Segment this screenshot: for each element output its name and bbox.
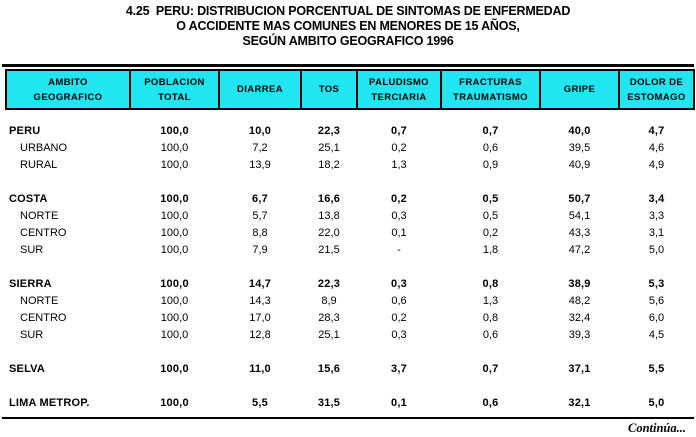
column-header-diarrea: DIARREA [219, 70, 301, 109]
cell-value: 5,0 [648, 397, 665, 409]
spacer-cell [6, 259, 694, 276]
cell-value: 18,2 [318, 159, 340, 171]
cell-value: 100,0 [160, 397, 189, 409]
table-row [6, 310, 694, 327]
cell-value: 6,0 [648, 312, 665, 324]
cell-value: 0,6 [482, 397, 499, 409]
cell-value: 100,0 [160, 278, 189, 290]
cell-value: 25,1 [318, 329, 340, 341]
cell-value: 0,8 [482, 312, 499, 324]
cell-value: 100,0 [160, 244, 189, 256]
cell-value: 0,9 [482, 159, 499, 171]
column-header-tos: TOS [301, 70, 357, 109]
cell-value: 100,0 [160, 159, 189, 171]
cell-value: 40,9 [568, 159, 591, 171]
row-label: CENTRO [20, 227, 67, 239]
spacer-cell [6, 344, 694, 361]
table-row [6, 242, 694, 259]
cell-value: 0,7 [482, 125, 499, 137]
cell-value: 32,1 [568, 397, 591, 409]
title-line-3: SEGÚN AMBITO GEOGRAFICO 1996 [242, 34, 454, 48]
cell-value: 14,7 [248, 278, 272, 290]
cell-value: 0,5 [482, 210, 499, 222]
table-row [6, 395, 694, 412]
cell-value: 38,9 [568, 278, 591, 290]
row-label: URBANO [20, 142, 68, 154]
cell-value: - [397, 244, 401, 256]
cell-value: 8,8 [252, 227, 268, 239]
column-header-ambito-geografico: AMBITO GEOGRAFICO [6, 70, 130, 109]
spacer-row [6, 344, 694, 361]
cell-value: 15,6 [317, 363, 341, 375]
cell-value: 100,0 [160, 329, 189, 341]
cell-value: 5,0 [648, 244, 665, 256]
cell-value: 100,0 [160, 227, 189, 239]
row-label: SIERRA [9, 278, 52, 290]
cell-value: 25,1 [318, 142, 340, 154]
cell-value: 16,6 [317, 193, 341, 205]
table-row [6, 293, 694, 310]
table-row [6, 140, 694, 157]
cell-value: 13,9 [249, 159, 271, 171]
column-header-gripe: GRIPE [540, 70, 619, 109]
cell-value: 28,3 [318, 312, 340, 324]
cell-value: 47,2 [568, 244, 591, 256]
cell-value: 0,2 [391, 142, 407, 154]
cell-value: 4,9 [648, 159, 665, 171]
cell-value: 3,3 [648, 210, 665, 222]
row-label: SELVA [9, 363, 46, 375]
table-row [6, 191, 694, 208]
cell-value: 100,0 [160, 295, 189, 307]
cell-value: 100,0 [160, 312, 189, 324]
spacer-row [6, 378, 694, 395]
column-header-dolor-de-estomago: DOLOR DE ESTOMAGO [619, 70, 694, 109]
table-row [6, 225, 694, 242]
spacer-row [6, 259, 694, 276]
cell-value: 10,0 [248, 125, 272, 137]
cell-value: 3,4 [648, 193, 665, 205]
cell-value: 0,3 [391, 278, 407, 290]
cell-value: 21,5 [318, 244, 340, 256]
row-label: NORTE [20, 210, 59, 222]
cell-value: 7,9 [252, 244, 268, 256]
title-line-1: 4.25 PERU: DISTRIBUCION PORCENTUAL DE SINTOMAS DE ENFERMEDAD [125, 4, 571, 18]
cell-value: 3,7 [391, 363, 407, 375]
cell-value: 100,0 [160, 125, 189, 137]
cell-value: 0,6 [391, 295, 407, 307]
cell-value: 14,3 [249, 295, 271, 307]
spacer-row [6, 174, 694, 191]
cell-value: 0,1 [391, 397, 407, 409]
cell-value: 48,2 [568, 295, 591, 307]
cell-value: 8,9 [321, 295, 337, 307]
header-row [6, 70, 694, 109]
cell-value: 1,8 [482, 244, 499, 256]
cell-value: 0,8 [482, 278, 499, 290]
cell-value: 0,3 [391, 329, 407, 341]
row-label: LIMA METROP. [9, 397, 90, 409]
cell-value: 0,1 [391, 227, 407, 239]
row-label: PERU [9, 125, 41, 137]
table-row [6, 361, 694, 378]
cell-value: 1,3 [482, 295, 499, 307]
cell-value: 39,3 [568, 329, 591, 341]
top-rule [2, 64, 694, 67]
cell-value: 0,6 [482, 329, 499, 341]
table-row [6, 276, 694, 293]
cell-value: 100,0 [160, 193, 189, 205]
cell-value: 22,3 [317, 125, 341, 137]
cell-value: 54,1 [568, 210, 591, 222]
row-label: RURAL [20, 159, 58, 171]
table-row [6, 157, 694, 174]
cell-value: 13,8 [318, 210, 340, 222]
cell-value: 7,2 [252, 142, 268, 154]
continua-note: Continúa... [627, 421, 686, 435]
title-line-2: O ACCIDENTE MAS COMUNES EN MENORES DE 15 AÑOS, [176, 19, 520, 33]
cell-value: 0,6 [482, 142, 499, 154]
cell-value: 5,7 [252, 210, 268, 222]
cell-value: 22,3 [317, 278, 341, 290]
statistics-table [5, 69, 695, 412]
cell-value: 11,0 [249, 363, 271, 375]
cell-value: 3,1 [648, 227, 665, 239]
column-header-paludismo-terciaria: PALUDISMO TERCIARIA [357, 70, 441, 109]
row-label: SUR [20, 244, 44, 256]
table-row [6, 327, 694, 344]
table-row [6, 109, 694, 140]
cell-value: 31,5 [317, 397, 341, 409]
spacer-cell [6, 378, 694, 395]
cell-value: 6,7 [252, 193, 268, 205]
cell-value: 0,5 [482, 193, 499, 205]
cell-value: 0,2 [391, 312, 407, 324]
cell-value: 43,3 [568, 227, 591, 239]
cell-value: 1,3 [391, 159, 407, 171]
cell-value: 4,6 [648, 142, 665, 154]
cell-value: 32,4 [568, 312, 591, 324]
cell-value: 22,0 [318, 227, 340, 239]
cell-value: 5,6 [648, 295, 665, 307]
table-title [0, 0, 696, 49]
cell-value: 0,3 [391, 210, 407, 222]
cell-value: 100,0 [160, 142, 189, 154]
column-header-fracturas-traumatismo: FRACTURAS TRAUMATISMO [441, 70, 540, 109]
cell-value: 4,7 [648, 125, 665, 137]
column-header-poblacion-total: POBLACION TOTAL [130, 70, 219, 109]
table-row [6, 208, 694, 225]
cell-value: 50,7 [568, 193, 591, 205]
cell-value: 0,2 [391, 193, 407, 205]
row-label: COSTA [9, 193, 48, 205]
cell-value: 5,5 [648, 363, 665, 375]
cell-value: 5,5 [252, 397, 268, 409]
row-label: SUR [20, 329, 44, 341]
cell-value: 0,7 [391, 125, 407, 137]
cell-value: 100,0 [160, 363, 189, 375]
cell-value: 37,1 [568, 363, 591, 375]
bottom-rule [2, 417, 694, 419]
row-label: CENTRO [20, 312, 67, 324]
cell-value: 39,5 [568, 142, 591, 154]
cell-value: 100,0 [160, 210, 189, 222]
cell-value: 12,8 [249, 329, 271, 341]
row-label: NORTE [20, 295, 59, 307]
spacer-cell [6, 174, 694, 191]
cell-value: 0,2 [482, 227, 499, 239]
cell-value: 5,3 [648, 278, 665, 290]
cell-value: 4,5 [648, 329, 665, 341]
cell-value: 0,7 [482, 363, 499, 375]
cell-value: 17,0 [249, 312, 271, 324]
cell-value: 40,0 [568, 125, 591, 137]
